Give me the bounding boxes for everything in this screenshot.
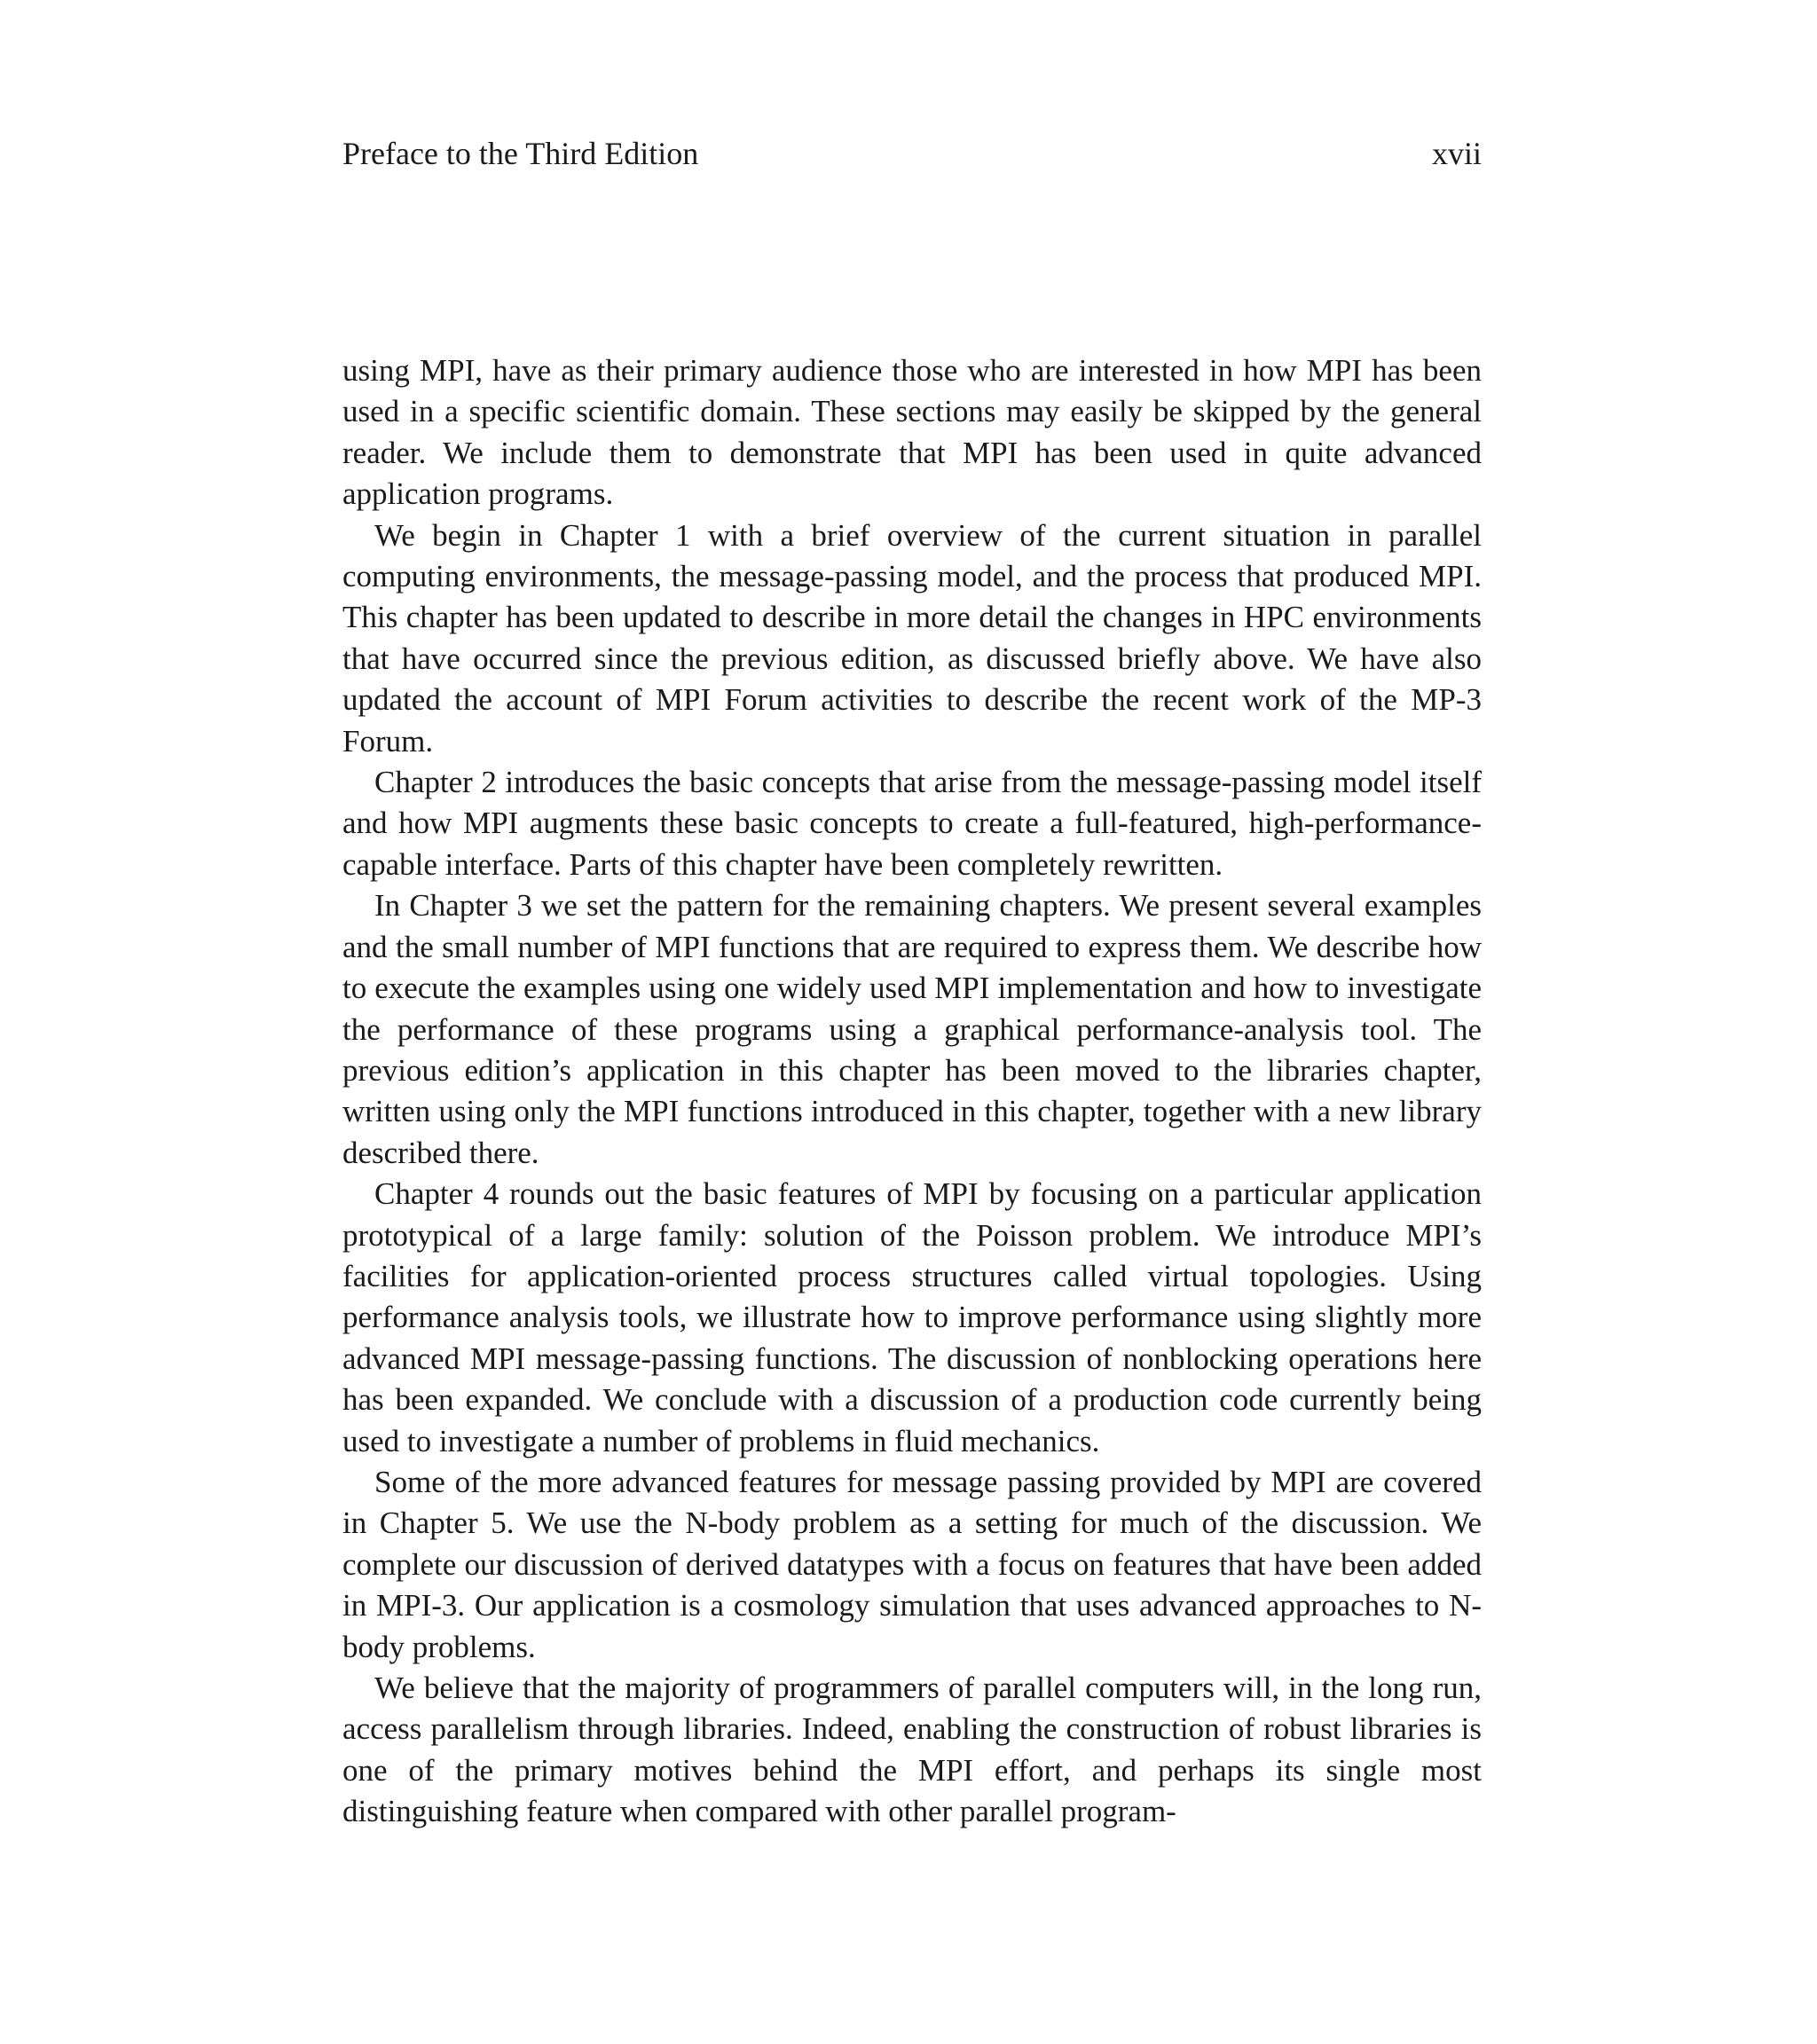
paragraph-chapter-2: Chapter 2 introduces the basic concepts that arise from the message-passing model itself and how MPI augments these basic concepts to create a full-featured, high-performance-capable interface. Parts of this chapter have been completely rewritten. — [342, 765, 1482, 882]
running-head — [342, 133, 1482, 174]
running-head-title: Preface to the Third Edition — [342, 136, 699, 171]
page-number: xvii — [1431, 136, 1482, 171]
body-text — [342, 350, 1482, 1833]
paragraph-chapter-1: We begin in Chapter 1 with a brief overview of the current situation in parallel computing environments, the message-passing model, and the process that produced MPI. This chapter has been updated to describe in more detail the changes in HPC environments that have occurred since the previous edition, as discussed briefly above. We have also updated the account of MPI Forum activities to describe the recent work of the MP-3 Forum. — [342, 517, 1482, 759]
paragraph-chapter-4: Chapter 4 rounds out the basic features of MPI by focusing on a particular application prototypical of a large family: solution of the Poisson problem. We introduce MPI’s facilities for application-oriented process structures called virtual topologies. Using performance analysis tools, we illustrate how to improve performance using slightly more advanced MPI message-passing functions. The discussion of nonblocking operations here has been expanded. We conclude with a discussion of a production code currently being used to investigate a number of problems in fluid mechanics. — [342, 1176, 1482, 1458]
paragraph-libraries: We believe that the majority of programmers of parallel computers will, in the long run, access parallelism through libraries. Indeed, enabling the construction of robust libraries is one of the primary motives behind the MPI effort, and perhaps its single most distinguishing feature when compared with other parallel program- — [342, 1671, 1482, 1829]
paragraph-chapter-3: In Chapter 3 we set the pattern for the remaining chapters. We present several examples and the small number of MPI functions that are required to express them. We describe how to execute the examples using one widely used MPI implementation and how to investigate the performance of these programs using a graphical performance-analysis tool. The previous edition’s application in this chapter has been moved to the libraries chapter, written using only the MPI functions introduced in this chapter, together with a new library described there. — [342, 888, 1482, 1170]
paragraph-continuation: using MPI, have as their primary audience those who are interested in how MPI has been used in a specific scientific domain. These sections may easily be skipped by the general reader. We include them to demonstrate that MPI has been used in quite advanced application programs. — [342, 353, 1482, 512]
paragraph-chapter-5: Some of the more advanced features for message passing provided by MPI are covered in Chapter 5. We use the N-body problem as a setting for much of the discussion. We complete our discussion of derived datatypes with a focus on features that have been added in MPI-3. Our application is a cosmology simulation that uses advanced approaches to N-body problems. — [342, 1464, 1482, 1664]
